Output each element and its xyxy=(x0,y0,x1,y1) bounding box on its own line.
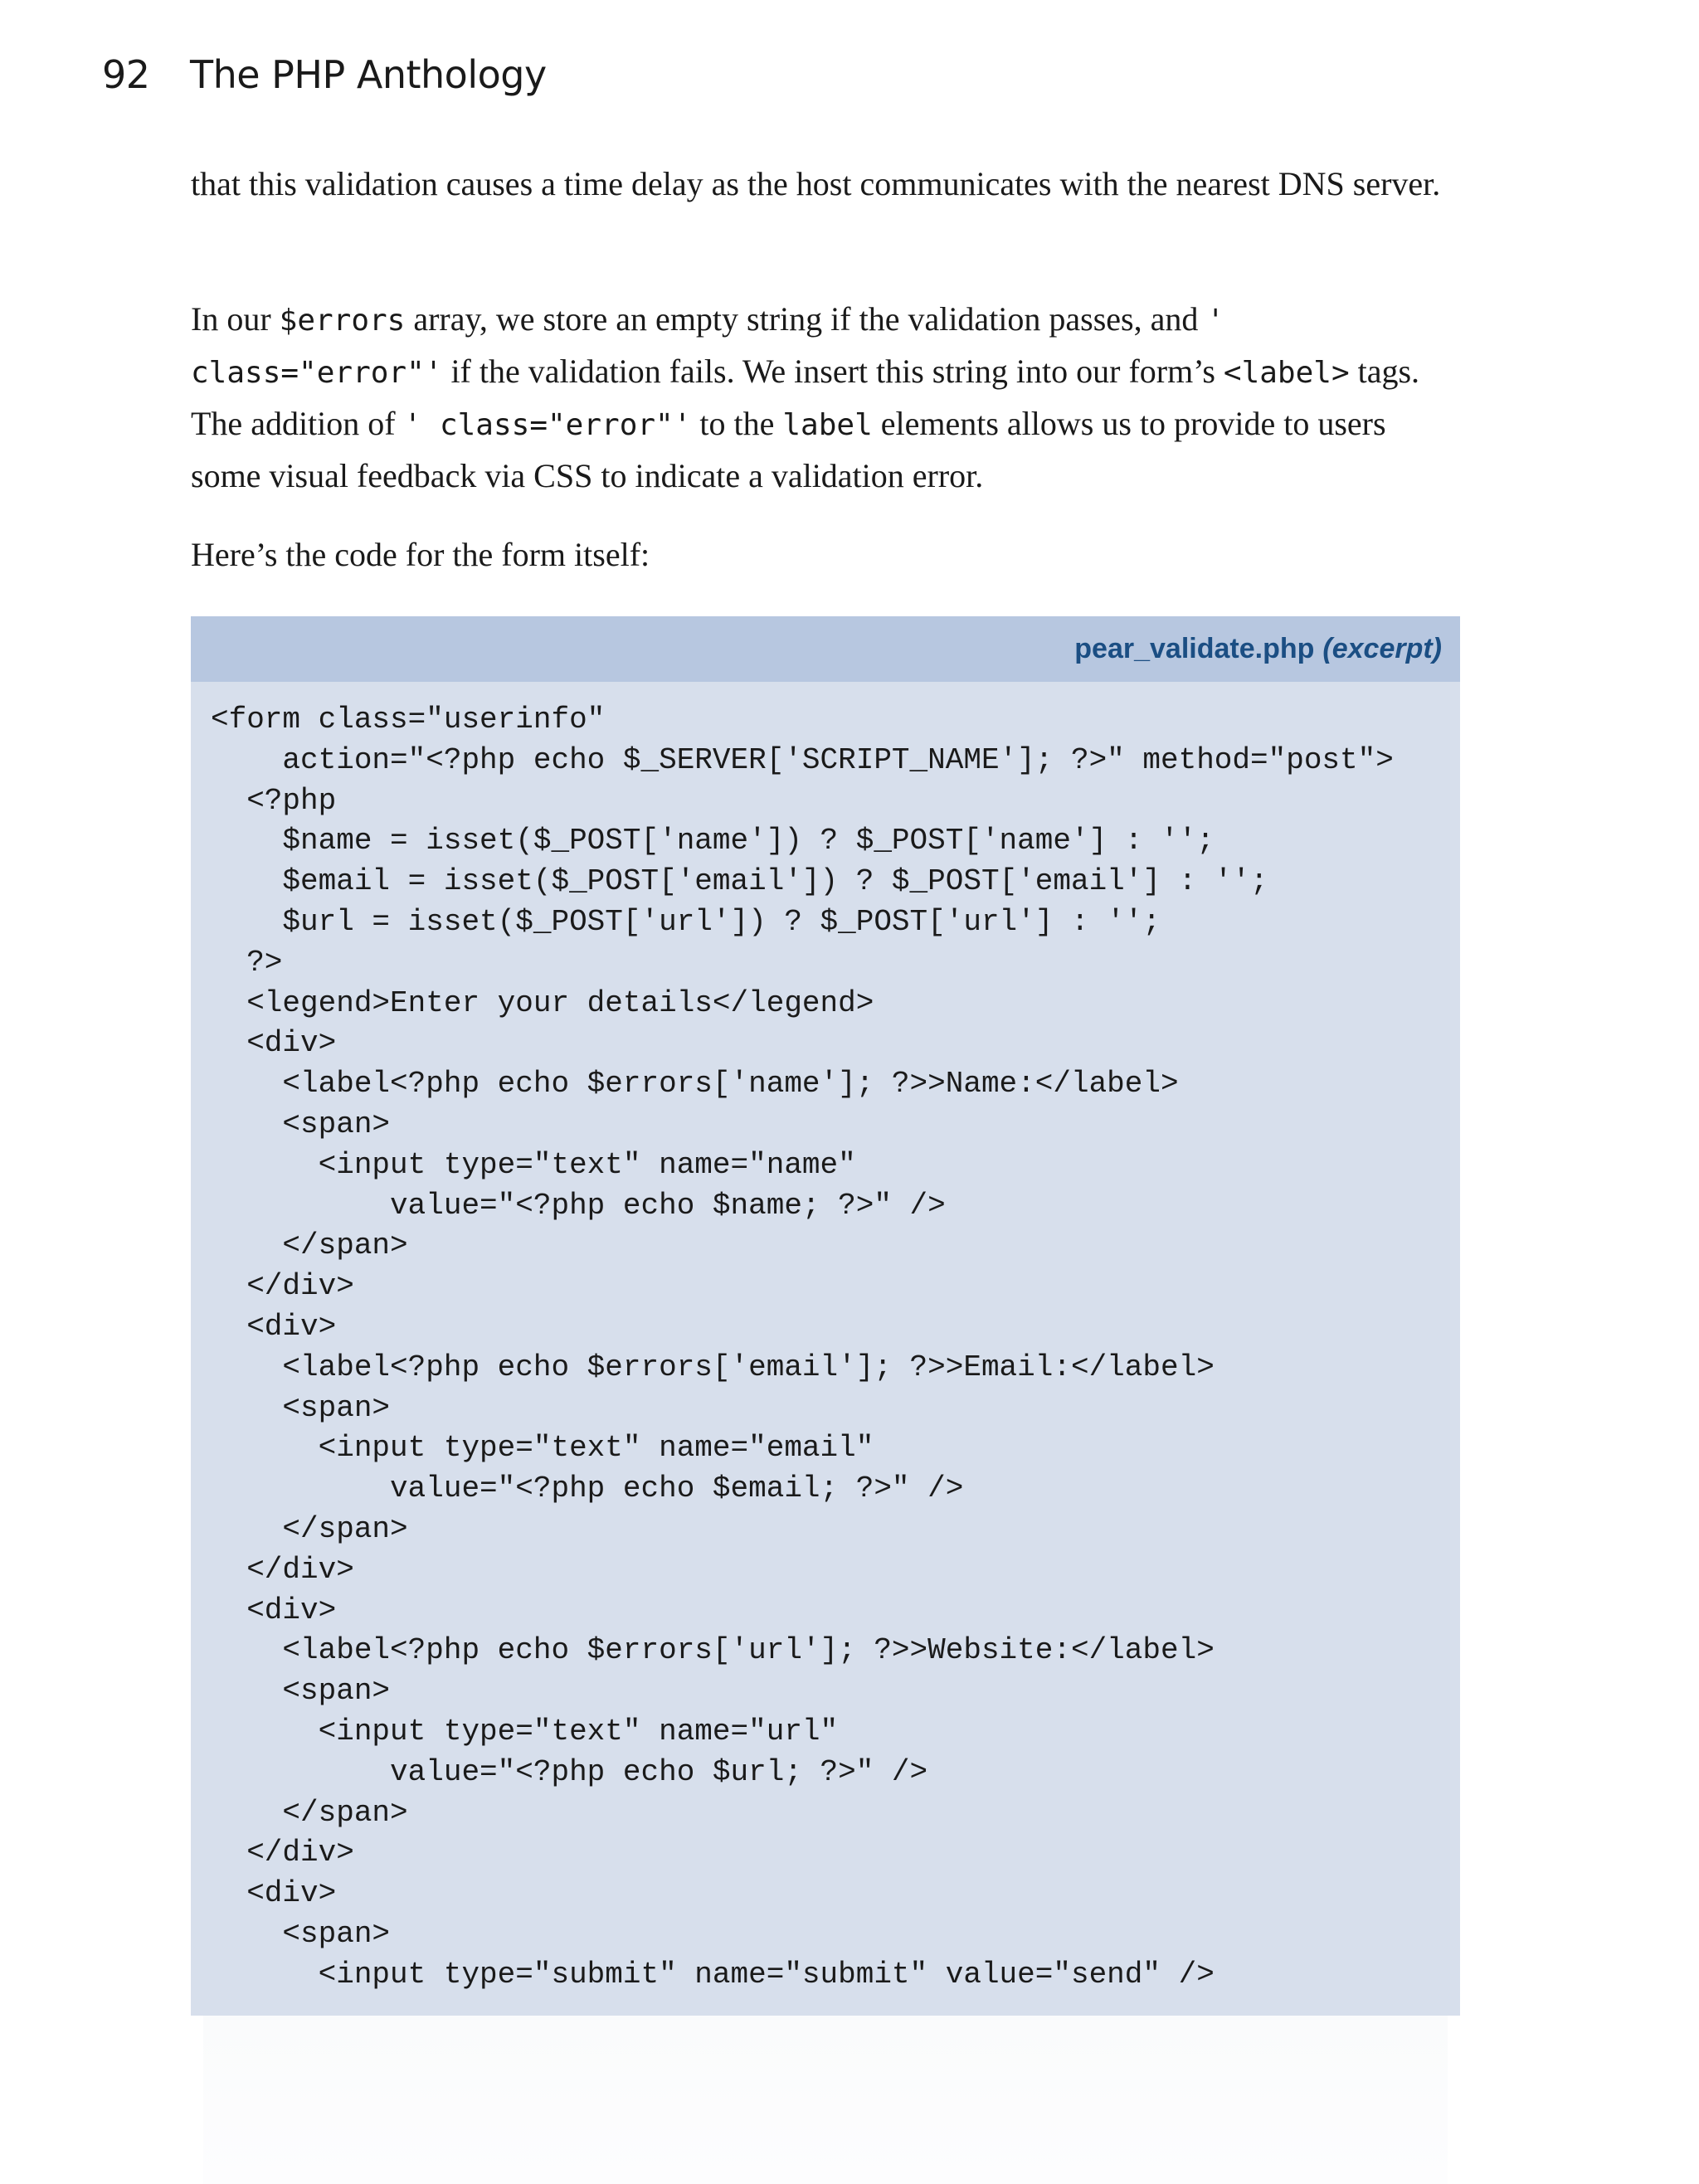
code-line: <input type="text" name="name" xyxy=(211,1147,856,1182)
paragraph-text: if the validation fails. We insert this string into our form’s xyxy=(442,353,1224,390)
running-header xyxy=(102,48,547,101)
code-line: <div> xyxy=(211,1593,337,1627)
paragraph-text: tags. The addition of xyxy=(191,353,1420,442)
code-line: <form class="userinfo" xyxy=(211,703,606,737)
inline-code: label xyxy=(782,408,873,442)
code-line: <label<?php echo $errors['url']; ?>>Website:</label> xyxy=(211,1633,1215,1668)
inline-code: ' class="error"' xyxy=(403,408,692,442)
code-line: </div> xyxy=(211,1836,354,1870)
paragraph-text: to the xyxy=(691,405,783,442)
code-line: <span> xyxy=(211,1390,391,1425)
code-listing xyxy=(191,616,1460,2016)
page-number: 92 xyxy=(102,52,150,97)
paragraph-dns-delay: that this validation causes a time delay as the host communicates with the nearest DNS server. xyxy=(191,165,1441,202)
code-line: <span> xyxy=(211,1107,391,1141)
code-line: <input type="text" name="email" xyxy=(211,1431,874,1466)
code-line: </div> xyxy=(211,1269,354,1304)
code-line: <div> xyxy=(211,1876,337,1911)
inline-code: $errors xyxy=(279,304,406,338)
paragraph-form-intro: Here’s the code for the form itself: xyxy=(191,536,650,573)
listing-filename: pear_validate.php xyxy=(1074,633,1315,664)
code-line: value="<?php echo $email; ?>" /> xyxy=(211,1471,964,1506)
paragraph-text: array, we store an empty string if the validation passes, and xyxy=(405,300,1207,338)
listing-caption xyxy=(191,616,1460,682)
inline-code: ' class="error"' xyxy=(191,304,1225,390)
code-line: <div> xyxy=(211,1026,337,1061)
code-line: <label<?php echo $errors['email']; ?>>Email:</label> xyxy=(211,1350,1215,1384)
code-line: action="<?php echo $_SERVER['SCRIPT_NAME']; ?>" method="post"> xyxy=(211,742,1394,777)
code-line: $url = isset($_POST['url']) ? $_POST['url'] : ''; xyxy=(211,904,1161,939)
code-line: <span> xyxy=(211,1916,391,1951)
paragraph-text: elements allows us to provide to users some visual feedback via CSS to indicate a validation error. xyxy=(191,405,1386,494)
page-bottom-shade xyxy=(203,2016,1448,2184)
code-block xyxy=(191,682,1460,1996)
code-line: value="<?php echo $name; ?>" /> xyxy=(211,1188,946,1223)
code-line: ?> xyxy=(211,945,283,980)
paragraph-text: In our xyxy=(191,300,280,338)
code-line: <span> xyxy=(211,1674,391,1709)
code-line: <div> xyxy=(211,1309,337,1344)
code-line: <input type="submit" name="submit" value="send" /> xyxy=(211,1957,1215,1992)
code-line: <?php xyxy=(211,783,337,818)
code-line: <label<?php echo $errors['name']; ?>>Name:</label> xyxy=(211,1067,1179,1102)
book-title: The PHP Anthology xyxy=(190,52,547,97)
code-line: $name = isset($_POST['name']) ? $_POST['name'] : ''; xyxy=(211,824,1215,859)
code-line: <input type="text" name="url" xyxy=(211,1714,839,1749)
code-line: </span> xyxy=(211,1511,408,1546)
code-line: </span> xyxy=(211,1228,408,1263)
paragraph-errors-array xyxy=(191,294,1460,501)
code-line: <legend>Enter your details</legend> xyxy=(211,985,874,1020)
code-line: $email = isset($_POST['email']) ? $_POST['email'] : ''; xyxy=(211,864,1268,899)
inline-code: <label> xyxy=(1223,356,1350,390)
code-line: </div> xyxy=(211,1552,354,1587)
code-line: value="<?php echo $url; ?>" /> xyxy=(211,1754,928,1789)
code-line: </span> xyxy=(211,1795,408,1830)
listing-excerpt-note: (excerpt) xyxy=(1322,633,1442,664)
